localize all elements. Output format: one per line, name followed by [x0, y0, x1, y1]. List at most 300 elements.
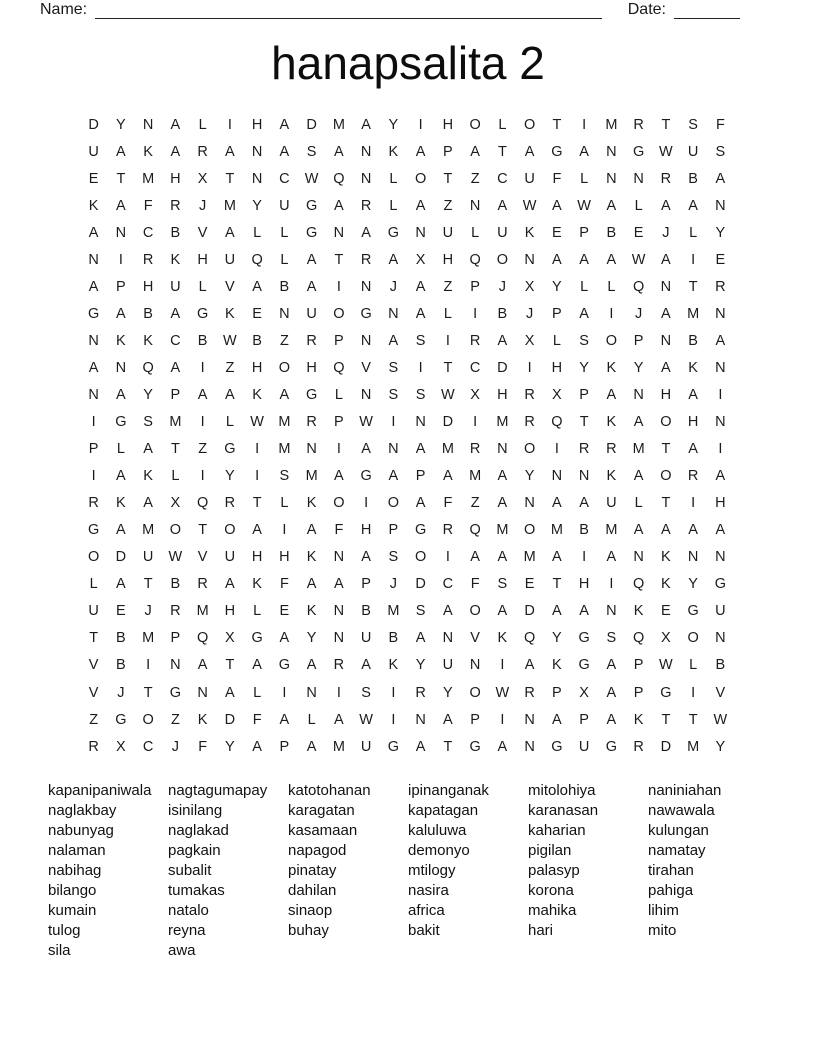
grid-letter: B: [579, 522, 589, 539]
grid-letter: G: [251, 630, 263, 647]
grid-letter: Z: [225, 359, 235, 376]
grid-letter: A: [715, 170, 726, 187]
grid-letter: B: [116, 657, 126, 674]
grid-letter: A: [116, 305, 126, 322]
grid-letter: A: [661, 251, 671, 268]
grid-letter: N: [578, 468, 590, 485]
grid-letter: I: [200, 359, 205, 376]
grid-letter: I: [609, 576, 614, 593]
grid-letter: I: [527, 359, 532, 376]
grid-letter: I: [200, 414, 205, 431]
grid-letter: N: [88, 251, 99, 268]
grid-letter: Y: [688, 576, 698, 593]
grid-letter: G: [360, 468, 372, 485]
grid-letter: A: [306, 251, 317, 268]
grid-letter: M: [142, 170, 155, 187]
grid-letter: L: [443, 305, 452, 322]
word-list-column: [288, 781, 408, 961]
word-item: pagkain: [168, 841, 221, 859]
grid-letter: O: [333, 305, 345, 322]
grid-letter: D: [224, 711, 236, 728]
grid-letter: R: [88, 495, 99, 512]
grid-letter: W: [659, 143, 673, 160]
grid-letter: A: [688, 522, 698, 539]
grid-letter: Q: [523, 630, 536, 647]
grid-letter: Y: [715, 738, 726, 755]
word-item: nabunyag: [48, 821, 114, 839]
grid-letter: S: [279, 468, 290, 485]
grid-letter: A: [443, 603, 453, 620]
grid-letter: A: [606, 711, 617, 728]
grid-letter: P: [361, 576, 371, 593]
grid-letter: L: [198, 116, 207, 133]
grid-letter: Q: [632, 576, 645, 593]
grid-letter: M: [223, 197, 236, 214]
grid-letter: P: [334, 414, 344, 431]
grid-letter: L: [253, 603, 262, 620]
grid-letter: L: [334, 386, 343, 403]
grid-letter: L: [498, 116, 507, 133]
grid-letter: T: [89, 630, 99, 647]
grid-letter: S: [388, 386, 399, 403]
grid-letter: Y: [633, 359, 644, 376]
grid-letter: A: [116, 386, 126, 403]
grid-letter: Q: [142, 359, 154, 376]
grid-letter: A: [688, 197, 698, 214]
grid-letter: K: [688, 359, 698, 376]
grid-letter: K: [306, 549, 317, 566]
grid-letter: Z: [470, 495, 480, 512]
grid-letter: I: [718, 386, 723, 403]
grid-letter: A: [552, 495, 562, 512]
grid-letter: I: [582, 116, 587, 133]
grid-letter: G: [196, 305, 209, 322]
grid-letter: Z: [89, 711, 99, 728]
grid-letter: P: [552, 305, 562, 322]
grid-letter: R: [415, 684, 426, 701]
word-item: buhay: [288, 921, 329, 939]
grid-letter: V: [225, 278, 235, 295]
grid-letter: X: [415, 251, 426, 268]
grid-letter: A: [443, 711, 453, 728]
grid-letter: Y: [579, 359, 589, 376]
grid-letter: A: [497, 197, 508, 214]
grid-letter: O: [687, 630, 699, 647]
grid-letter: I: [118, 251, 123, 268]
grid-letter: H: [197, 251, 208, 268]
grid-letter: M: [687, 738, 700, 755]
grid-letter: I: [91, 468, 96, 485]
grid-letter: H: [251, 116, 263, 133]
grid-letter: I: [473, 305, 478, 322]
grid-letter: J: [526, 305, 534, 322]
grid-letter: U: [524, 170, 535, 187]
grid-letter: P: [633, 657, 644, 674]
grid-letter: M: [605, 116, 618, 133]
grid-letter: P: [116, 278, 126, 295]
grid-letter: C: [442, 576, 454, 593]
grid-letter: A: [252, 657, 262, 674]
grid-letter: F: [334, 522, 344, 539]
grid-letter: A: [334, 576, 344, 593]
grid-letter: A: [225, 224, 235, 241]
grid-letter: A: [361, 657, 371, 674]
grid-letter: K: [116, 332, 126, 349]
grid-letter: N: [306, 684, 317, 701]
grid-letter: A: [606, 549, 617, 566]
grid-letter: R: [524, 684, 535, 701]
grid-letter: X: [116, 738, 126, 755]
grid-letter: I: [500, 711, 505, 728]
grid-letter: J: [144, 603, 152, 620]
grid-letter: A: [279, 711, 290, 728]
grid-letter: J: [662, 224, 670, 241]
grid-letter: L: [389, 197, 398, 214]
grid-letter: I: [582, 549, 587, 566]
grid-letter: O: [605, 332, 618, 349]
grid-letter: I: [282, 522, 287, 539]
grid-letter: S: [606, 630, 617, 647]
grid-letter: T: [661, 711, 671, 728]
grid-letter: M: [142, 522, 155, 539]
grid-letter: K: [225, 305, 235, 322]
grid-letter: R: [197, 143, 208, 160]
grid-letter: A: [415, 143, 426, 160]
grid-letter: W: [250, 414, 264, 431]
grid-letter: G: [305, 224, 318, 241]
grid-letter: J: [635, 305, 643, 322]
grid-letter: N: [660, 332, 672, 349]
word-item: karanasan: [528, 801, 599, 819]
grid-letter: X: [197, 170, 208, 187]
grid-letter: Q: [196, 630, 209, 647]
word-item: kapanipaniwala: [48, 782, 152, 799]
grid-letter: T: [252, 495, 262, 512]
grid-letter: N: [415, 414, 426, 431]
grid-letter: N: [715, 630, 726, 647]
grid-letter: A: [415, 441, 426, 458]
grid-letter: T: [688, 278, 698, 295]
grid-letter: K: [633, 711, 644, 728]
grid-letter: I: [691, 684, 696, 701]
grid-letter: L: [689, 224, 698, 241]
grid-letter: O: [523, 441, 536, 458]
grid-letter: A: [415, 738, 426, 755]
grid-letter: Z: [198, 441, 208, 458]
grid-letter: R: [306, 332, 317, 349]
grid-letter: C: [497, 170, 508, 187]
grid-letter: A: [606, 684, 617, 701]
grid-letter: X: [470, 386, 480, 403]
grid-letter: K: [606, 359, 617, 376]
grid-letter: A: [497, 332, 508, 349]
grid-letter: V: [361, 359, 371, 376]
grid-letter: N: [333, 603, 345, 620]
grid-letter: R: [360, 197, 372, 214]
grid-letter: K: [88, 197, 99, 214]
grid-letter: A: [524, 657, 535, 674]
grid-letter: A: [497, 738, 508, 755]
word-item: isinilang: [168, 801, 223, 819]
grid-letter: A: [579, 143, 589, 160]
grid-letter: N: [551, 468, 563, 485]
grid-letter: H: [578, 576, 590, 593]
grid-letter: A: [579, 251, 589, 268]
grid-letter: T: [552, 116, 562, 133]
grid-letter: A: [579, 603, 589, 620]
grid-letter: U: [279, 197, 290, 214]
grid-letter: R: [524, 414, 535, 431]
grid-letter: U: [88, 603, 99, 620]
grid-letter: A: [497, 549, 508, 566]
word-item: mtilogy: [408, 861, 456, 879]
grid-letter: G: [278, 657, 291, 674]
grid-letter: X: [170, 495, 181, 512]
grid-letter: L: [552, 332, 561, 349]
grid-letter: P: [279, 738, 290, 755]
grid-letter: M: [278, 414, 291, 431]
grid-letter: A: [306, 522, 317, 539]
name-blank-line: [95, 3, 602, 19]
grid-letter: D: [524, 603, 535, 620]
grid-letter: X: [579, 684, 589, 701]
grid-letter: T: [198, 522, 208, 539]
grid-letter: T: [497, 143, 507, 160]
grid-letter: K: [661, 576, 671, 593]
word-item: nabihag: [48, 861, 102, 879]
grid-letter: B: [497, 305, 508, 322]
grid-letter: Y: [552, 278, 562, 295]
grid-letter: L: [389, 170, 398, 187]
grid-letter: A: [143, 495, 153, 512]
grid-letter: H: [279, 549, 290, 566]
grid-letter: N: [170, 657, 181, 674]
grid-letter: A: [116, 143, 126, 160]
word-item: bilango: [48, 881, 97, 899]
grid-letter: G: [87, 305, 100, 322]
grid-letter: E: [116, 603, 126, 620]
grid-letter: G: [305, 386, 318, 403]
grid-letter: I: [255, 468, 260, 485]
name-label: Name:: [40, 1, 88, 18]
grid-letter: K: [388, 657, 399, 674]
grid-letter: Y: [388, 116, 399, 133]
grid-letter: E: [88, 170, 99, 187]
grid-letter: O: [87, 549, 100, 566]
grid-letter: M: [632, 441, 645, 458]
grid-letter: G: [660, 684, 672, 701]
word-item: kumain: [48, 901, 97, 919]
grid-letter: L: [253, 684, 262, 701]
word-item: dahilan: [288, 881, 337, 899]
date-blank-line: [674, 3, 740, 19]
grid-letter: A: [552, 197, 562, 214]
grid-letter: Y: [225, 738, 235, 755]
grid-letter: F: [443, 495, 453, 512]
grid-letter: A: [252, 522, 262, 539]
grid-letter: B: [170, 224, 181, 241]
grid-letter: P: [470, 711, 480, 728]
grid-letter: W: [577, 197, 591, 214]
grid-letter: A: [552, 603, 562, 620]
grid-letter: B: [170, 576, 181, 593]
grid-letter: N: [388, 441, 399, 458]
grid-letter: I: [282, 684, 287, 701]
grid-letter: I: [391, 711, 396, 728]
word-item: tulog: [48, 921, 81, 939]
grid-letter: T: [143, 576, 153, 593]
word-item: tumakas: [168, 881, 225, 899]
grid-letter: I: [445, 549, 450, 566]
grid-letter: T: [170, 441, 180, 458]
grid-letter: K: [606, 414, 617, 431]
grid-letter: D: [306, 116, 317, 133]
grid-letter: N: [469, 197, 481, 214]
word-item: naglakbay: [48, 801, 117, 819]
grid-letter: A: [88, 278, 99, 295]
grid-letter: K: [497, 630, 508, 647]
grid-letter: N: [115, 224, 127, 241]
grid-letter: A: [170, 359, 181, 376]
grid-letter: B: [252, 332, 262, 349]
grid-letter: O: [387, 495, 400, 512]
grid-letter: M: [687, 305, 700, 322]
grid-letter: T: [661, 495, 671, 512]
grid-letter: I: [227, 116, 232, 133]
grid-letter: N: [524, 495, 535, 512]
grid-letter: L: [307, 711, 316, 728]
grid-letter: B: [361, 603, 371, 620]
grid-letter: N: [333, 549, 345, 566]
grid-letter: N: [715, 359, 726, 376]
grid-letter: F: [143, 197, 153, 214]
grid-letter: L: [634, 197, 643, 214]
grid-letter: A: [661, 305, 671, 322]
grid-letter: A: [306, 576, 317, 593]
grid-letter: A: [579, 305, 589, 322]
grid-letter: H: [170, 170, 181, 187]
grid-letter: I: [691, 251, 696, 268]
grid-letter: A: [415, 197, 426, 214]
grid-letter: B: [143, 305, 153, 322]
grid-letter: N: [524, 711, 535, 728]
word-item: lihim: [648, 901, 679, 919]
grid-letter: A: [388, 251, 399, 268]
grid-letter: Q: [469, 251, 481, 268]
grid-letter: W: [441, 386, 455, 403]
grid-letter: N: [606, 603, 617, 620]
grid-letter: G: [305, 197, 318, 214]
grid-letter: V: [88, 657, 99, 674]
grid-letter: E: [633, 224, 644, 241]
grid-letter: Q: [333, 359, 345, 376]
grid-letter: K: [524, 224, 535, 241]
grid-letter: G: [469, 738, 481, 755]
grid-letter: G: [360, 305, 372, 322]
grid-letter: P: [552, 684, 562, 701]
grid-letter: O: [414, 170, 427, 187]
grid-letter: N: [633, 386, 644, 403]
grid-letter: I: [336, 441, 341, 458]
grid-letter: I: [336, 684, 341, 701]
grid-letter: D: [497, 359, 508, 376]
grid-letter: A: [225, 684, 235, 701]
grid-letter: K: [388, 143, 399, 160]
grid-letter: N: [442, 630, 454, 647]
grid-letter: H: [442, 116, 454, 133]
grid-letter: Q: [333, 170, 345, 187]
grid-letter: M: [142, 630, 155, 647]
grid-letter: N: [115, 359, 127, 376]
grid-letter: A: [197, 657, 208, 674]
grid-letter: O: [169, 522, 182, 539]
grid-letter: Y: [116, 116, 126, 133]
grid-letter: O: [469, 116, 481, 133]
grid-letter: G: [387, 738, 400, 755]
grid-letter: N: [524, 738, 535, 755]
grid-letter: E: [552, 224, 562, 241]
word-item: sila: [48, 941, 71, 959]
grid-letter: I: [364, 495, 369, 512]
word-item: mito: [648, 921, 677, 939]
grid-letter: A: [661, 522, 671, 539]
grid-letter: O: [414, 549, 427, 566]
grid-letter: T: [443, 359, 453, 376]
grid-letter: A: [388, 332, 399, 349]
grid-letter: A: [552, 549, 562, 566]
word-item: naglakad: [168, 821, 229, 839]
grid-letter: U: [360, 630, 372, 647]
grid-letter: A: [606, 657, 617, 674]
grid-letter: S: [388, 549, 399, 566]
grid-letter: W: [223, 332, 237, 349]
grid-letter: K: [252, 386, 262, 403]
grid-letter: T: [661, 441, 671, 458]
grid-letter: M: [441, 441, 454, 458]
grid-letter: A: [252, 278, 262, 295]
grid-letter: I: [91, 414, 96, 431]
grid-letter: X: [524, 278, 535, 295]
grid-letter: A: [470, 549, 480, 566]
word-item: naniniahan: [648, 782, 722, 799]
grid-letter: N: [251, 170, 263, 187]
grid-letter: T: [661, 116, 671, 133]
grid-letter: A: [606, 197, 617, 214]
grid-letter: V: [470, 630, 480, 647]
grid-letter: L: [580, 170, 589, 187]
grid-letter: A: [116, 576, 126, 593]
grid-letter: N: [524, 251, 535, 268]
grid-letter: A: [334, 197, 344, 214]
grid-letter: G: [714, 576, 727, 593]
grid-letter: I: [500, 657, 505, 674]
grid-letter: L: [225, 414, 234, 431]
grid-letter: Q: [551, 414, 563, 431]
grid-letter: L: [471, 224, 480, 241]
grid-letter: U: [306, 305, 317, 322]
grid-letter: E: [715, 251, 726, 268]
grid-letter: N: [687, 549, 699, 566]
grid-letter: K: [143, 468, 153, 485]
grid-letter: N: [88, 332, 99, 349]
grid-letter: C: [279, 170, 290, 187]
grid-letter: R: [687, 468, 699, 485]
grid-letter: P: [443, 143, 453, 160]
grid-letter: K: [143, 332, 153, 349]
word-item: palasyp: [528, 861, 580, 879]
grid-letter: A: [633, 468, 644, 485]
grid-letter: B: [688, 332, 698, 349]
